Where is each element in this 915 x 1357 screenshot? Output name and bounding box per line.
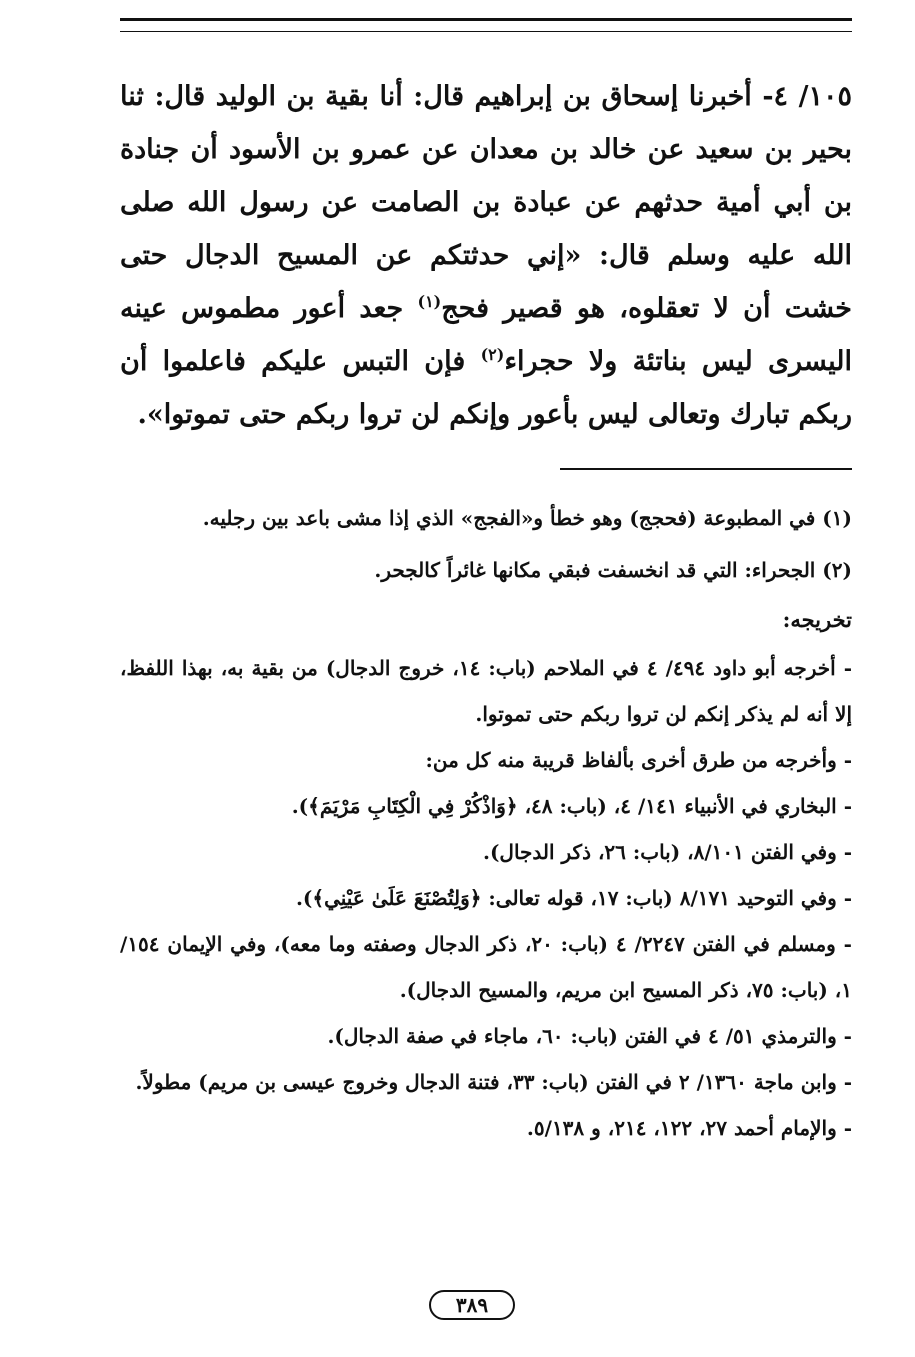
hadith-text-part2: جعد أعور مطموس عينه اليسرى ليس بناتئة ولا حجراء [120, 293, 852, 377]
takhrij-item: - أخرجه أبو داود ٤٩٤/ ٤ في الملاحم (باب: ١٤، خروج الدجال) من بقية به، بهذا اللفظ، إلا أنه لم يذكر إنكم لن تروا ربكم حتى تموتوا. [120, 656, 852, 726]
takhrij-item: - ومسلم في الفتن ٢٢٤٧/ ٤ (باب: ٢٠، ذكر الدجال وصفته وما معه)، وفي الإيمان ١٥٤/ ١، (باب: ٧٥، ذكر المسيح ابن مريم، والمسيح الدجال). [120, 932, 852, 1002]
takhrij-item: - البخاري في الأنبياء ١٤١/ ٤، (باب: ٤٨، ﴿وَاذْكُرْ فِي الْكِتَابِ مَرْيَمَ﴾). [291, 794, 852, 818]
footnotes [120, 492, 852, 596]
page-number: ٣٨٩ [429, 1290, 515, 1320]
takhrij-list [120, 645, 852, 1151]
takhrij-heading: تخريجه: [782, 607, 852, 632]
takhrij-item: - وفي التوحيد ٨/١٧١ (باب: ١٧، قوله تعالى: ﴿وَلِتُصْنَعَ عَلَىٰ عَيْنِي﴾). [295, 886, 852, 910]
footnote-separator [560, 468, 852, 470]
takhrij-item: - وأخرجه من طرق أخرى بألفاظ قريبة منه كل من: [425, 748, 852, 772]
takhrij-item: - وابن ماجة ١٣٦٠/ ٢ في الفتن (باب: ٣٣، فتنة الدجال وخروج عيسى بن مريم) مطولاً. [135, 1070, 852, 1094]
takhrij-item: - والإمام أحمد ٢٧، ١٢٢، ٢١٤، و ٥/١٣٨. [526, 1116, 852, 1140]
hadith-text-part3: فإن التبس عليكم فاعلموا أن ربكم تبارك وتعالى ليس بأعور وإنكم لن تروا ربكم حتى تموتوا». [120, 346, 852, 430]
hadith-text [120, 70, 852, 441]
takhrij-item: - وفي الفتن ٨/١٠١، (باب: ٢٦، ذكر الدجال). [483, 840, 852, 864]
header-double-rule [120, 18, 852, 32]
footnote-1: (١) في المطبوعة (فحجج) وهو خطأ و«الفجج» الذي إذا مشى باعد بين رجليه. [202, 506, 852, 530]
takhrij-item: - والترمذي ٥١/ ٤ في الفتن (باب: ٦٠، ماجاء في صفة الدجال). [327, 1024, 852, 1048]
hadith-text-part1: ١٠٥/ ٤- أخبرنا إسحاق بن إبراهيم قال: أنا بقية بن الوليد قال: ثنا بحير بن سعيد عن خالد بن معدان عن عمرو بن الأسود أن جنادة بن أبي أمية حدثهم عن عبادة بن الصامت عن رسول الله صلى الله عليه وسلم قال: «إني حدثتكم عن المسيح الدجال حتى خشت أن لا تعقلوه، هو قصير فحج [120, 81, 852, 324]
footnote-ref-1: (١) [417, 292, 442, 311]
footnote-ref-2: (٢) [480, 345, 505, 364]
footnote-2: (٢) الجحراء: التي قد انخسفت فبقي مكانها غائراً كالجحر. [374, 558, 852, 582]
